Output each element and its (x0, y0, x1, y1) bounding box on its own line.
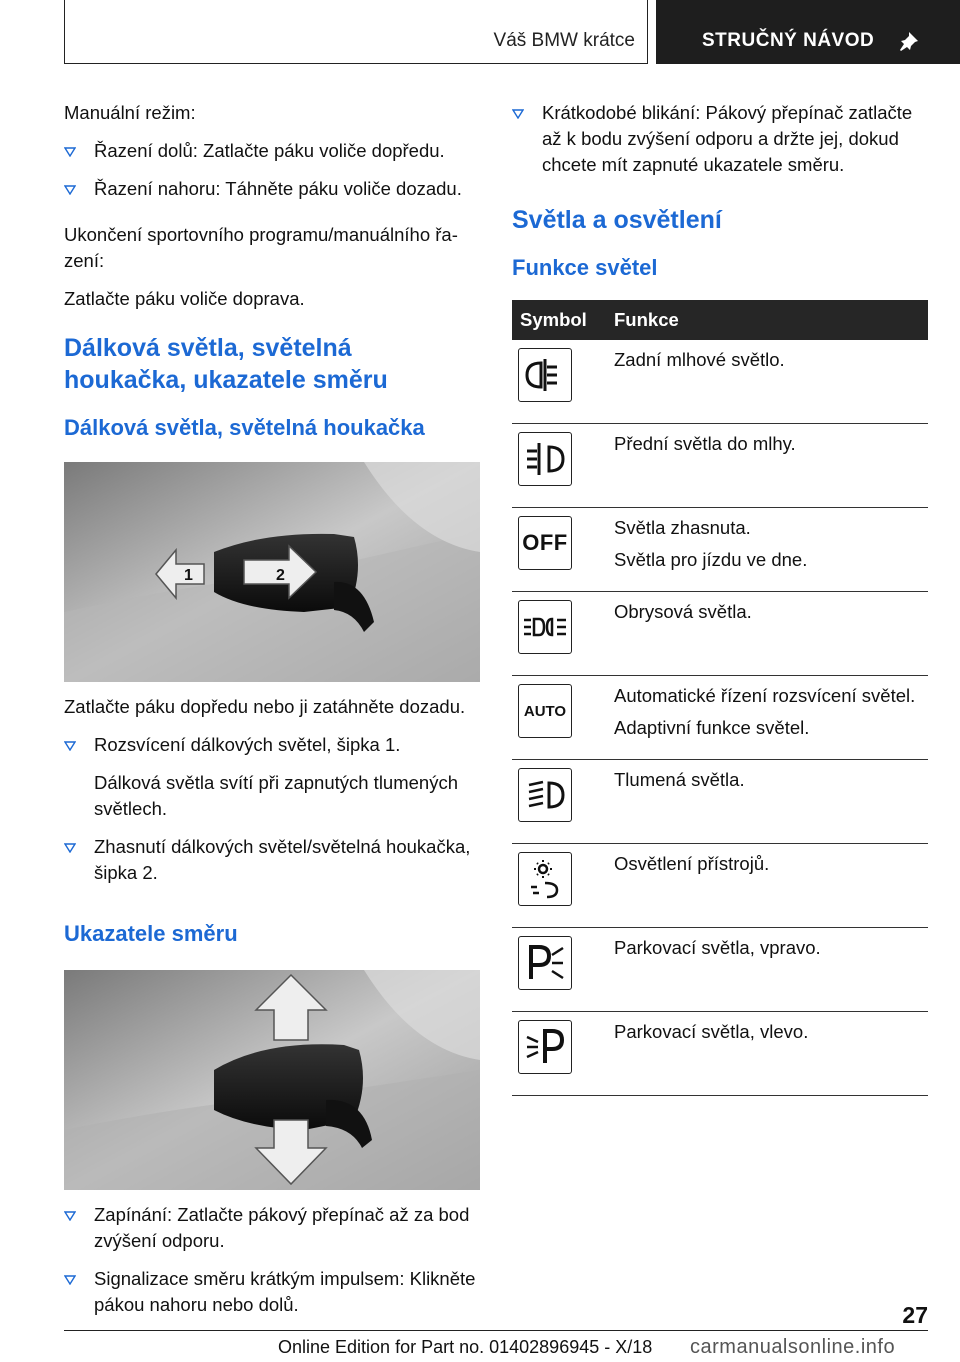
table-row (512, 340, 928, 424)
table-cell-text: Parkovací světla, vlevo. (614, 1021, 809, 1042)
section-title: STRUČNÝ NÁVOD (702, 30, 875, 51)
column-header-function: Funkce (610, 300, 928, 340)
manual-label: Manuální režim: (64, 102, 196, 123)
rear-fog-light-icon (518, 348, 572, 402)
table-row (512, 592, 928, 676)
table-row (512, 424, 928, 508)
table-cell-text: Zadní mlhové světlo. (614, 349, 785, 370)
list-item-text: Řazení nahoru: Táhněte páku voliče dozadu. (94, 178, 462, 199)
chapter-title: Váš BMW krátce (493, 30, 635, 51)
table-row (512, 844, 928, 928)
instrument-lighting-icon (518, 852, 572, 906)
front-fog-light-icon (518, 432, 572, 486)
heading-turn-signals: Ukazatele směru (64, 921, 238, 946)
end-label: Ukončení sportovního programu/manuálního řazení: (64, 224, 458, 271)
heading-highbeam: Dálková světla, světelná houkačka (64, 415, 425, 440)
parking-light-right-icon (518, 936, 572, 990)
stalk-photo-highbeam (64, 462, 480, 682)
table-row (512, 1012, 928, 1096)
table-cell-text: Parkovací světla, vpravo. (614, 937, 821, 958)
list-item-note: Dálková světla svítí při zapnutých tlumených světlech. (94, 772, 458, 819)
right-column (512, 100, 928, 1096)
low-beam-icon (518, 768, 572, 822)
pin-icon (898, 30, 920, 52)
off-icon (518, 516, 572, 570)
list-item (64, 1202, 480, 1254)
table-row (512, 928, 928, 1012)
bullet-triangle-icon (64, 1211, 76, 1221)
arrow-label: 1 (184, 567, 193, 584)
footer-divider (64, 1330, 928, 1331)
light-functions-table (512, 300, 928, 1096)
table-cell-text: Přední světla do mlhy. (614, 433, 796, 454)
section-tab (656, 0, 960, 64)
list-item-text: Signalizace směru krátkým impulsem: Klikněte pákou nahoru nebo dolů. (94, 1268, 476, 1315)
bullet-triangle-icon (64, 147, 76, 157)
bullet-triangle-icon (64, 185, 76, 195)
side-lights-icon (518, 600, 572, 654)
table-cell-text: Světla pro jízdu ve dne. (614, 549, 808, 570)
list-item (64, 176, 480, 202)
bullet-triangle-icon (64, 1275, 76, 1285)
list-item (64, 732, 480, 758)
heading-highbeam-turn: Dálková světla, světelná houkačka, ukazatele směru (64, 334, 388, 394)
table-row (512, 508, 928, 592)
table-cell-text: Tlumená světla. (614, 769, 745, 790)
table-cell-text: Automatické řízení rozsvícení světel. (614, 685, 916, 706)
list-item (512, 100, 928, 178)
left-column (64, 100, 480, 1330)
table-cell-text: Světla zhasnuta. (614, 517, 751, 538)
chapter-tab (64, 0, 648, 64)
bullet-triangle-icon (64, 741, 76, 751)
list-item (64, 138, 480, 164)
footer-text: Online Edition for Part no. 01402896945 - X/18 (278, 1337, 653, 1357)
arrow-label: 2 (276, 567, 285, 584)
list-item (64, 834, 480, 886)
bullet-triangle-icon (512, 109, 524, 119)
table-cell-text: Osvětlení přístrojů. (614, 853, 770, 874)
column-header-symbol: Symbol (512, 300, 610, 340)
list-item (64, 1266, 480, 1318)
off-icon-text: OFF (522, 530, 568, 555)
table-row (512, 676, 928, 760)
list-item-text: Zapínání: Zatlačte pákový přepínač až za bod zvýšení odporu. (94, 1204, 470, 1251)
watermark: carmanualsonline.info (690, 1336, 896, 1358)
highbeam-intro: Zatlačte páku dopředu nebo ji zatáhněte dozadu. (64, 696, 466, 717)
page-number: 27 (902, 1302, 928, 1328)
table-row (512, 760, 928, 844)
list-item-text: Řazení dolů: Zatlačte páku voliče dopředu. (94, 140, 445, 161)
table-cell-text: Adaptivní funkce světel. (614, 717, 810, 738)
list-item-text: Zhasnutí dálkových světel/světelná houkačka, šipka 2. (94, 836, 471, 883)
end-text: Zatlačte páku voliče doprava. (64, 288, 305, 309)
table-header-row (512, 300, 928, 340)
stalk-photo-turn (64, 970, 480, 1190)
parking-light-left-icon (518, 1020, 572, 1074)
auto-icon (518, 684, 572, 738)
bullet-triangle-icon (64, 843, 76, 853)
heading-light-functions: Funkce světel (512, 255, 658, 280)
table-cell-text: Obrysová světla. (614, 601, 752, 622)
heading-lights: Světla a osvětlení (512, 206, 722, 234)
list-item-text: Krátkodobé blikání: Pákový přepínač zatlačte až k bodu zvýšení odporu a držte jej, dokud chcete mít zapnuté ukazatele směru. (542, 102, 913, 175)
auto-icon-text: AUTO (523, 702, 567, 720)
list-item-text: Rozsvícení dálkových světel, šipka 1. (94, 734, 401, 755)
